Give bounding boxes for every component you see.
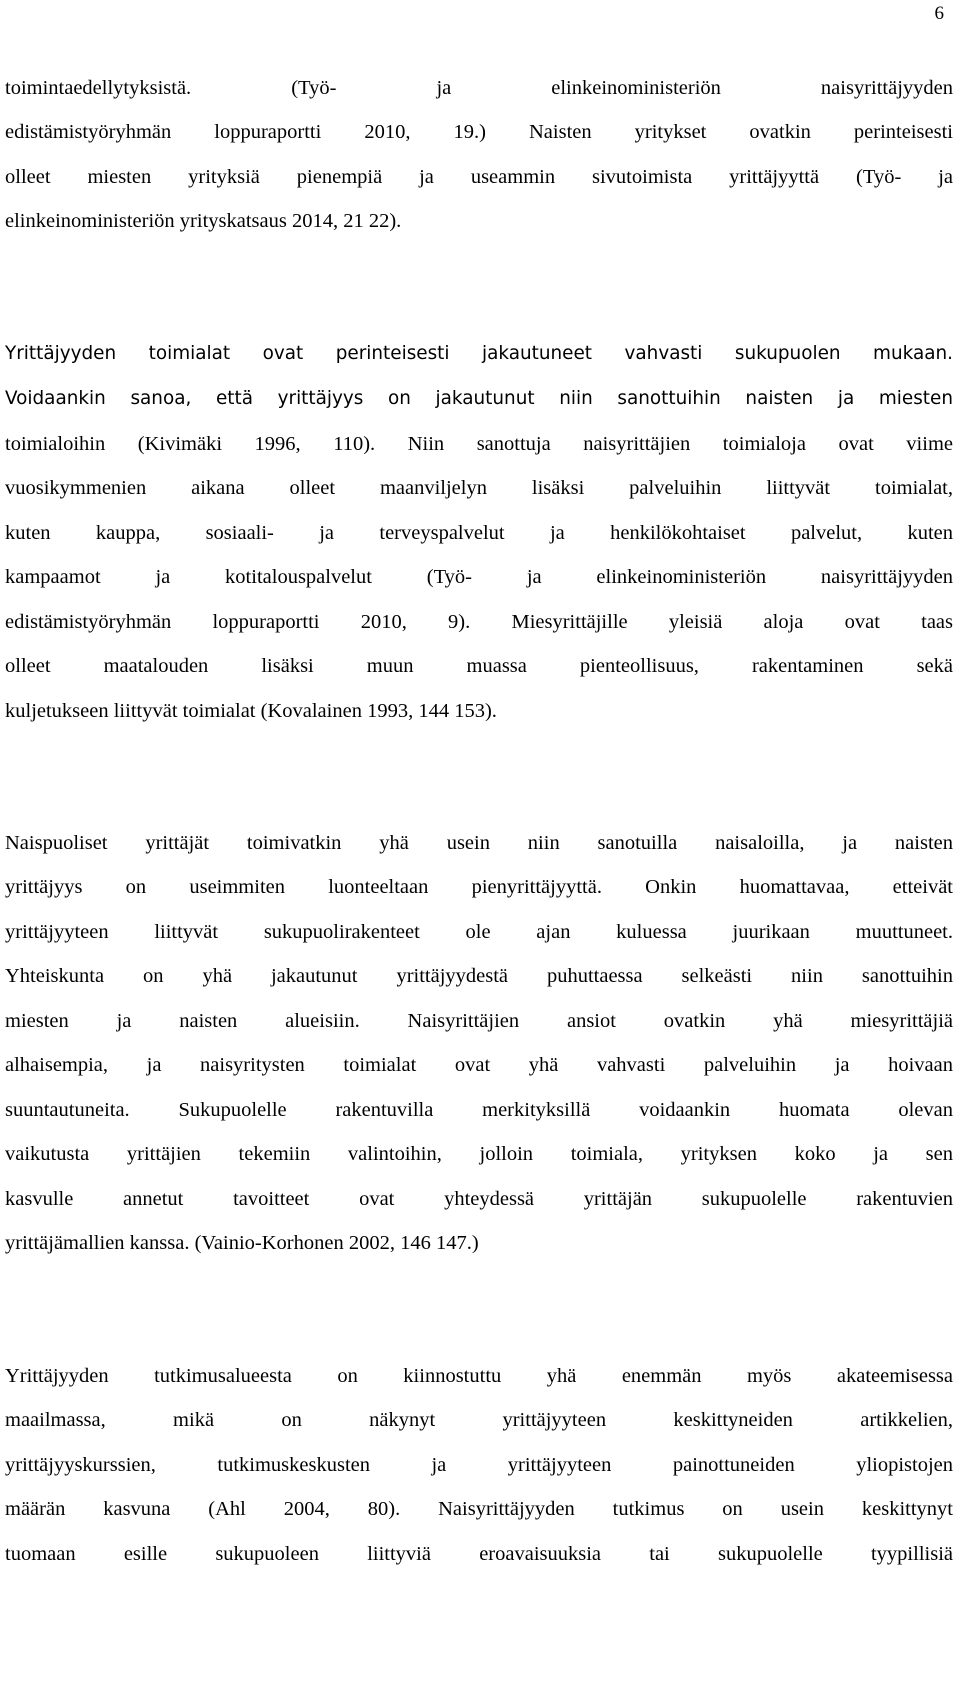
text-line: alhaisempia, ja naisyritysten toimialat ovat yhä vahvasti palveluihin ja hoivaan [5,1054,953,1076]
text-line: tuomaan esille sukupuoleen liittyviä eroavaisuuksia tai sukupuolelle tyypillisiä [5,1543,953,1565]
text-line: yrittäjyys on useimmiten luonteeltaan pienyrittäjyyttä. Onkin huomattavaa, etteivät [5,876,953,898]
text-line: Naispuoliset yrittäjät toimivatkin yhä usein niin sanotuilla naisaloilla, ja naisten [5,832,953,854]
text-line: kasvulle annetut tavoitteet ovat yhteydessä yrittäjän sukupuolelle rakentuvien [5,1188,953,1210]
text-line: maailmassa, mikä on näkynyt yrittäjyyteen keskittyneiden artikkelien, [5,1409,953,1431]
text-line: kuten kauppa, sosiaali- ja terveyspalvelut ja henkilökohtaiset palvelut, kuten [5,522,953,544]
text-line: edistämistyöryhmän loppuraportti 2010, 9). Miesyrittäjille yleisiä aloja ovat taas [5,611,953,633]
text-line: Yrittäjyyden toimialat ovat perinteisesti jakautuneet vahvasti sukupuolen mukaan. [5,343,953,364]
text-line: Voidaankin sanoa, että yrittäjyys on jakautunut niin sanottuihin naisten ja miesten [5,388,953,409]
text-line: Yrittäjyyden tutkimusalueesta on kiinnostuttu yhä enemmän myös akateemisessa [5,1365,953,1387]
text-line: Yhteiskunta on yhä jakautunut yrittäjyydestä puhuttaessa selkeästi niin sanottuihin [5,965,953,987]
text-line: yrittäjyyteen liittyvät sukupuolirakenteet ole ajan kuluessa juurikaan muuttuneet. [5,921,953,943]
text-line: kampaamot ja kotitalouspalvelut (Työ- ja elinkeinoministeriön naisyrittäjyyden [5,566,953,588]
text-line: toimialoihin (Kivimäki 1996, 110). Niin sanottuja naisyrittäjien toimialoja ovat viime [5,433,953,455]
page-number: 6 [934,3,944,24]
text-line: yrittäjyyskurssien, tutkimuskeskusten ja yrittäjyyteen painottuneiden yliopistojen [5,1454,953,1476]
text-line: miesten ja naisten alueisiin. Naisyrittäjien ansiot ovatkin yhä miesyrittäjiä [5,1010,953,1032]
text-line: määrän kasvuna (Ahl 2004, 80). Naisyrittäjyyden tutkimus on usein keskittynyt [5,1498,953,1520]
text-line: olleet maatalouden lisäksi muun muassa pienteollisuus, rakentaminen sekä [5,655,953,677]
text-line: edistämistyöryhmän loppuraportti 2010, 19.) Naisten yritykset ovatkin perinteisesti [5,121,953,143]
text-line: olleet miesten yrityksiä pienempiä ja useammin sivutoimista yrittäjyyttä (Työ- ja [5,166,953,188]
text-line: yrittäjämallien kanssa. (Vainio-Korhonen 2002, 146 147.) [5,1232,479,1254]
text-line: kuljetukseen liittyvät toimialat (Kovalainen 1993, 144 153). [5,700,497,722]
text-line: toimintaedellytyksistä. (Työ- ja elinkeinoministeriön naisyrittäjyyden [5,77,953,99]
text-line: vuosikymmenien aikana olleet maanviljelyn lisäksi palveluihin liittyvät toimialat, [5,477,953,499]
text-line: elinkeinoministeriön yrityskatsaus 2014, 21 22). [5,210,402,232]
text-line: vaikutusta yrittäjien tekemiin valintoihin, jolloin toimiala, yrityksen koko ja sen [5,1143,953,1165]
text-line: suuntautuneita. Sukupuolelle rakentuvilla merkityksillä voidaankin huomata olevan [5,1099,953,1121]
